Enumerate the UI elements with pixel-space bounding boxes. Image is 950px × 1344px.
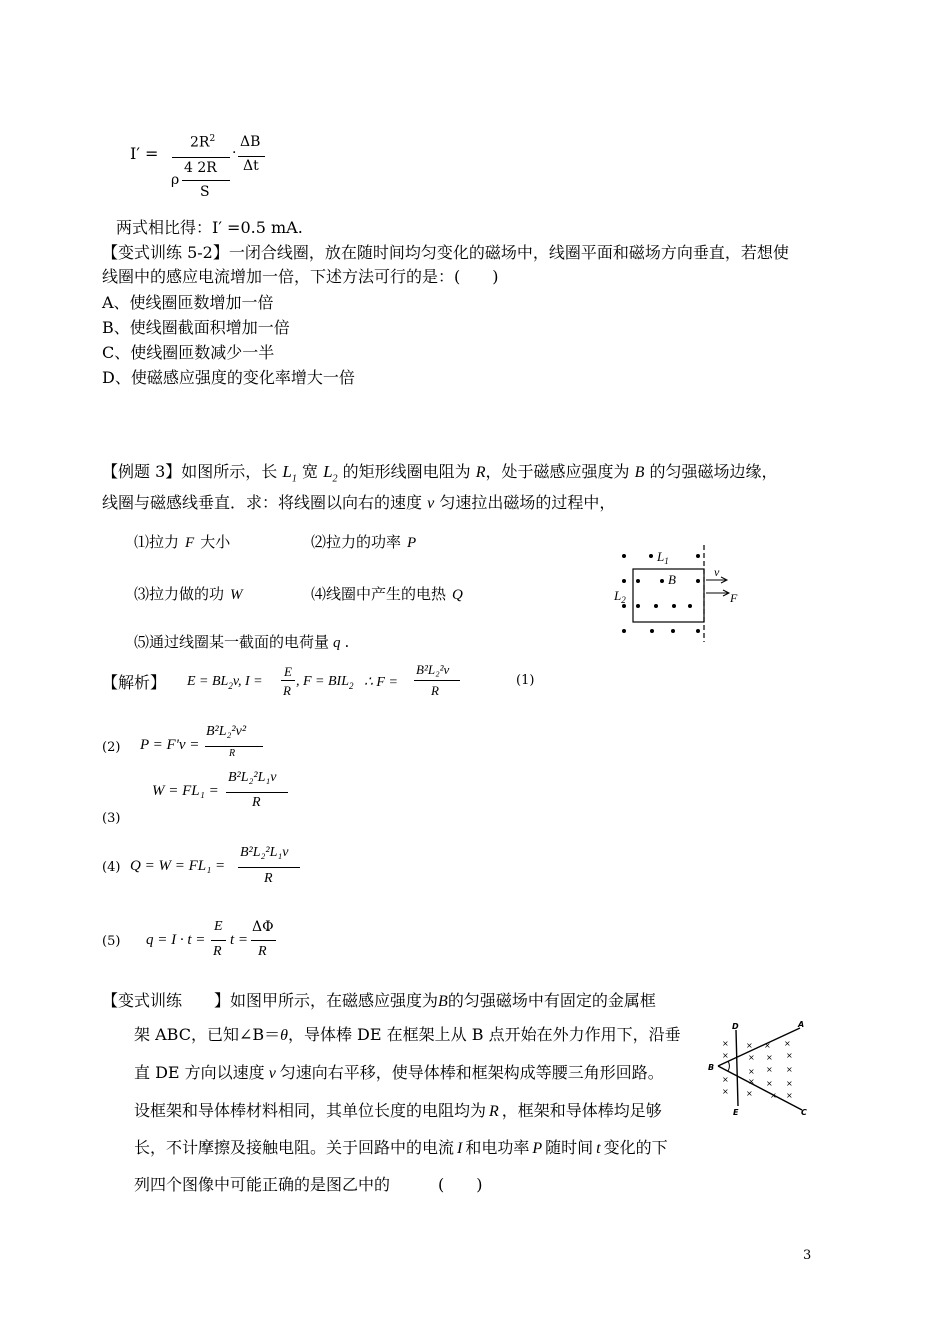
svg-text:F: F [730, 591, 738, 605]
svg-text:×: × [770, 1091, 777, 1100]
eq1-frac-num: E [284, 664, 292, 679]
option-b: B、使线圈截面积增加一倍 [102, 318, 290, 337]
example-3-line2: 线圈与磁感线垂直．求：将线圈以向右的速度 v 匀速拉出磁场的过程中， [102, 493, 616, 512]
svg-text:E: E [733, 1108, 739, 1117]
question-2: ⑵拉力的功率 P [311, 533, 417, 551]
last-exercise-line6: 列四个图像中可能正确的是图乙中的 ( ) [134, 1175, 483, 1194]
formula-den-bar [182, 180, 230, 181]
svg-text:×: × [722, 1087, 729, 1096]
eq5-den1: R [213, 944, 222, 959]
formula-delta-t: Δt [243, 158, 259, 174]
svg-text:×: × [766, 1065, 773, 1074]
last-exercise-line3: 直 DE 方向以速度 v 匀速向右平移，使导体棒和框架构成等腰三角形回路。 [134, 1063, 664, 1082]
eq2-bar [205, 746, 263, 747]
formula-lhs: I′ = [130, 144, 159, 163]
eq5-bar2 [251, 940, 276, 941]
last-exercise-title: 【变式训练 】 [102, 991, 231, 1010]
svg-text:×: × [748, 1067, 755, 1076]
eq4-number: (4) [102, 860, 121, 875]
eq5-num1: E [214, 919, 223, 934]
svg-text:B: B [668, 572, 676, 587]
ratio-line: 两式相比得：I′ =0.5 mA. [116, 218, 303, 237]
formula-delta-b: ΔB [240, 134, 261, 150]
formula-delta-bar [238, 156, 265, 157]
last-exercise-line1: 【变式训练 】如图甲所示，在磁感应强度为B的匀强磁场中有固定的金属框 [102, 991, 656, 1010]
last-exercise-line5: 长，不计摩擦及接触电阻。关于回路中的电流 I 和电功率 P 随时间 t 变化的下 [134, 1138, 668, 1157]
last-exercise-line2: 架 ABC，已知∠B＝θ，导体棒 DE 在框架上从 B 点开始在外力作用下，沿垂 [134, 1025, 681, 1044]
eq3-number: (3) [102, 811, 121, 826]
svg-text:v: v [714, 565, 720, 579]
eq5-lhs: q = I · t = [146, 932, 206, 948]
eq2-den: R [229, 748, 236, 759]
eq1-number: (1) [516, 673, 535, 688]
svg-text:B: B [708, 1063, 715, 1072]
svg-text:×: × [786, 1091, 793, 1100]
last-exercise-line4: 设框架和导体棒材料相同，其单位长度的电阻均为 R ，框架和导体棒均足够 [134, 1101, 662, 1120]
eq1-part-c: , $F = BIL_2$ [296, 674, 354, 691]
eq3-bar [226, 792, 288, 793]
eq4-num: B²L₂²L₁v [240, 845, 289, 860]
eq5-den2: R [258, 944, 267, 959]
svg-text:D: D [732, 1022, 739, 1031]
formula-dot: · [232, 145, 237, 161]
option-c: C、使线圈匝数减少一半 [102, 343, 275, 362]
svg-text:×: × [766, 1053, 773, 1062]
svg-text:×: × [722, 1075, 729, 1084]
svg-text:×: × [766, 1079, 773, 1088]
svg-text:×: × [722, 1039, 729, 1048]
exercise-5-2-line2: 线圈中的感应电流增加一倍，下述方法可行的是：( ) [102, 267, 499, 286]
svg-text:×: × [786, 1065, 793, 1074]
eq2-lhs: P = F'v = [140, 737, 200, 753]
svg-text:×: × [786, 1051, 793, 1060]
svg-text:L2: $L_2$ [614, 588, 626, 605]
question-3: ⑶拉力做的功 W [134, 585, 243, 603]
example-3-line1: 【例题 3】如图所示，长 $L_1$ 宽 $L_2$ 的矩形线圈电阻为 R，处于磁感应强度为 B 的匀强磁场边缘， [102, 462, 778, 485]
eq3-lhs: W = FL₁ = [152, 783, 219, 799]
question-4: ⑷线圈中产生的电热 Q [311, 585, 463, 603]
eq2-number: (2) [102, 740, 121, 755]
eq1-force-den: R [431, 683, 439, 698]
eq1-frac-den: R [283, 683, 291, 698]
eq2-num: B²L₂²v² [206, 724, 247, 739]
eq5-bar1 [211, 940, 226, 941]
svg-text:×: × [786, 1079, 793, 1088]
svg-text:×: × [748, 1077, 755, 1086]
formula-main-bar [172, 157, 230, 158]
eq5-number: (5) [102, 934, 121, 949]
eq4-bar [238, 867, 300, 868]
formula-numerator: $2R^2$ [190, 134, 216, 151]
formula-den-denominator: S [200, 184, 210, 200]
svg-text:×: × [746, 1089, 753, 1098]
question-1: ⑴拉力 F 大小 [134, 533, 231, 551]
svg-text:C: C [801, 1108, 807, 1117]
page-number: 3 [803, 1248, 812, 1263]
exercise-5-2-title: 【变式训练 5-2】 [102, 243, 229, 262]
frame-abc-figure [708, 1018, 812, 1118]
formula-rho: ρ [171, 172, 180, 188]
svg-text:×: × [784, 1039, 791, 1048]
option-d: D、使磁感应强度的变化率增大一倍 [102, 368, 355, 387]
eq5-mid: t = [230, 932, 249, 948]
eq1-force-bar [414, 680, 460, 681]
question-5: ⑸通过线圈某一截面的电荷量 q . [134, 633, 350, 651]
eq4-den: R [264, 871, 273, 886]
rod-de [736, 1030, 738, 1106]
field-dots [622, 554, 700, 633]
eq1-frac-bar [281, 680, 295, 681]
eq3-den: R [252, 795, 261, 810]
eq5-num2: ΔΦ [252, 919, 274, 935]
formula-den-numerator: 4 2R [184, 160, 217, 176]
svg-text:A: A [798, 1020, 805, 1029]
eq1-force-num: B²L₂²v [416, 662, 450, 677]
eq4-lhs: Q = W = FL₁ = [130, 858, 226, 874]
option-a: A、使线圈匝数增加一倍 [102, 293, 274, 312]
eq1-part-d: ∴ F = [364, 675, 398, 690]
svg-text:×: × [722, 1051, 729, 1060]
svg-text:×: × [746, 1041, 753, 1050]
eq3-num: B²L₂²L₁v [228, 770, 277, 785]
eq1-part-a: $E = BL_2v$, I = [187, 674, 263, 691]
exercise-5-2-line1: 【变式训练 5-2】一闭合线圈，放在随时间均匀变化的磁场中，线圈平面和磁场方向垂直，若想使 [102, 243, 789, 262]
svg-text:L1: $L_1$ [657, 549, 669, 566]
solution-title: 【解析】 [102, 673, 167, 692]
coil-field-figure [610, 542, 750, 644]
svg-text:×: × [764, 1041, 771, 1050]
svg-text:×: × [748, 1053, 755, 1062]
